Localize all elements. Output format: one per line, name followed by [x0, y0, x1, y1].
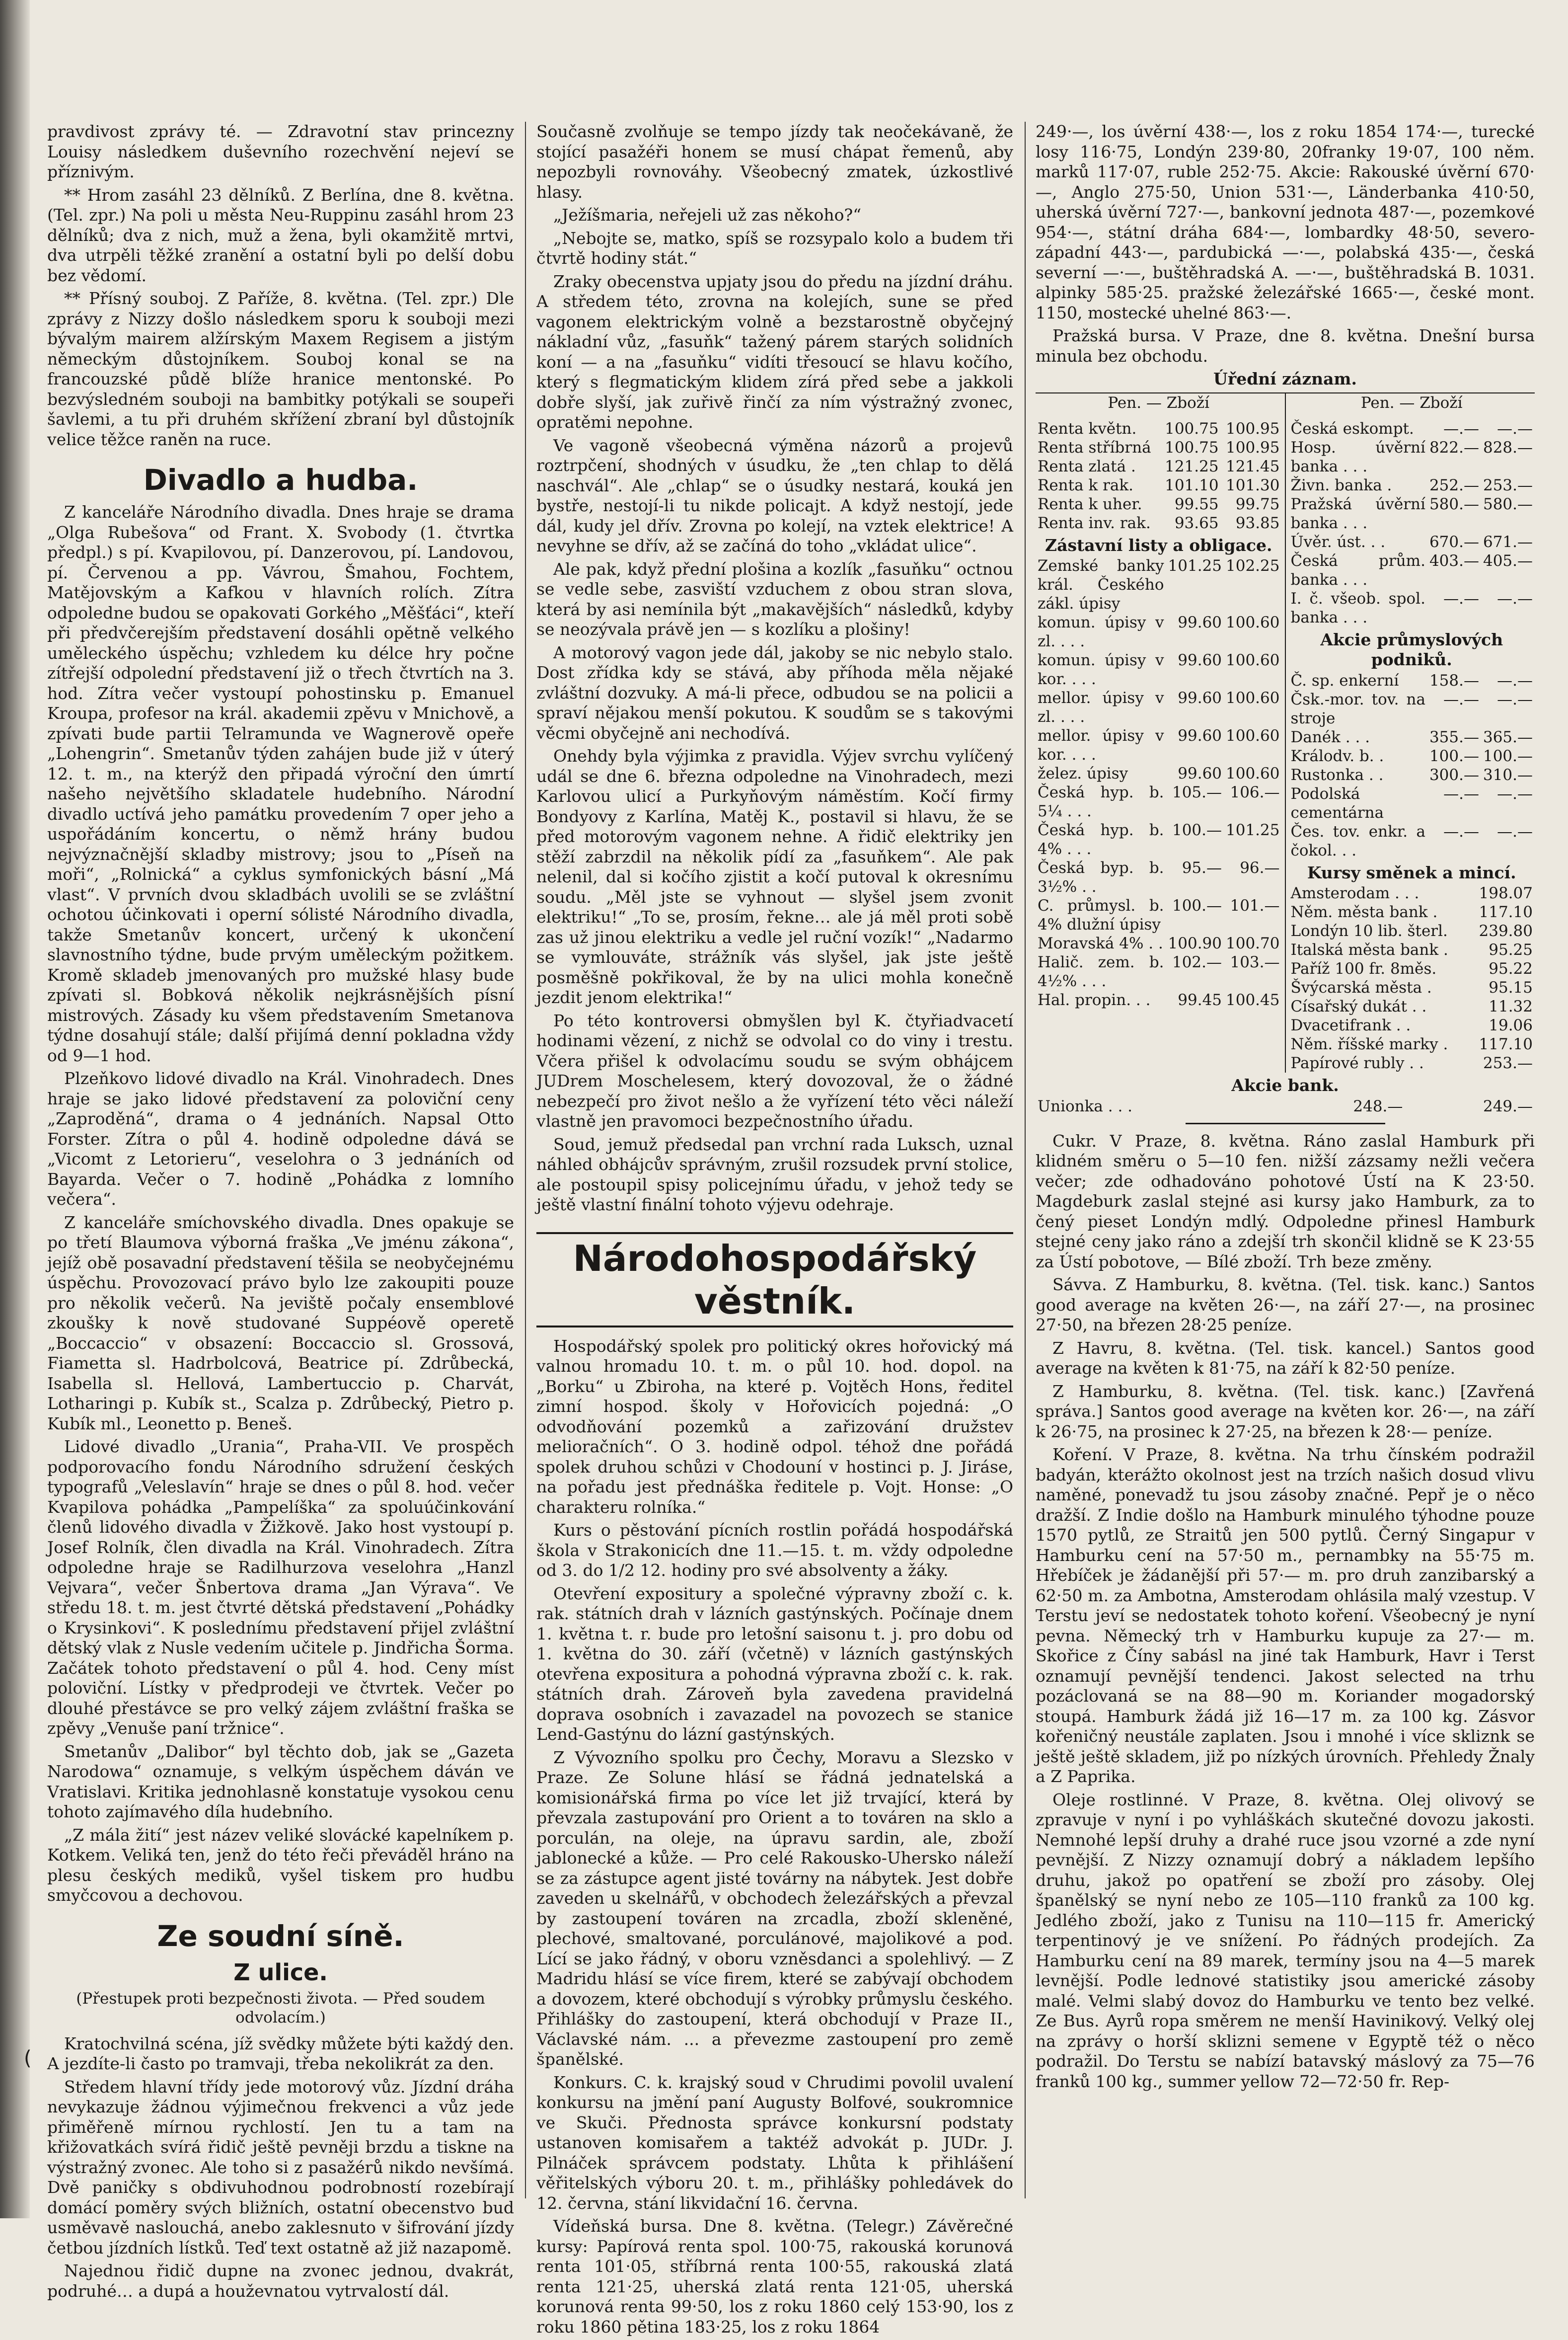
- rate-value: 99.60: [1178, 727, 1222, 745]
- rate-value: 158.—: [1429, 671, 1479, 690]
- rate-label: Králodv. b. .: [1290, 747, 1384, 765]
- rate-value: 198.07: [1479, 884, 1533, 902]
- rate-row: [1289, 551, 1535, 589]
- rate-value: 239.80: [1479, 922, 1533, 940]
- court-paragraph: Kratochvilná scéna, jíž svědky můžete býti každý den. A jezdíte-li často po tramvaji, třeba nekolikrát za den.: [47, 2033, 514, 2073]
- rate-row: [1289, 1035, 1535, 1054]
- news-item: ** Přísný souboj. Z Paříže, 8. května. (Tel. zpr.) Dle zprávy z Nizzy došlo následkem sporu k souboji mezi bývalým mairem alžírským Maxem Regisem a jistým německým důstojníkem. Souboj konal se na francouzské půdě blíže hranice mentonské. Po bezvýsledném souboji na bambitky potýkali se soupeři šavlemi, a tu při druhém skřížení zbraní byl důstojník velice těžce raněn na ruce.: [47, 289, 514, 449]
- rate-label: Č. sp. enkerní: [1290, 671, 1399, 690]
- rates-heading: Úřední záznam.: [1213, 369, 1357, 389]
- rate-label: Amsterodam . . .: [1290, 884, 1419, 902]
- rate-value: 93.85: [1235, 514, 1280, 532]
- rate-label: Císařský dukát . .: [1290, 998, 1427, 1015]
- market-report: Cukr. V Praze, 8. května. Ráno zaslal Hamburk při klidném směru o 5—10 fen. nižší zázsamy nežli večera večer; zde odhadováno pohotové Ústí na K 23·50. Magdeburk zaslal stejné asi kursy jako Hamburk, za to čený pieset Londýn mdlý. Odpoledne přinesl Hamburk stejné ceny jako ráno a zdejší trh skončil klidně se K 23·55 za Ústí pobotove, — Bílé zboží. Trh beze změny.: [1036, 1131, 1535, 1271]
- rate-value: 100.—: [1483, 747, 1533, 765]
- rate-value: 102.25: [1226, 557, 1280, 575]
- industry-table: [1289, 671, 1535, 860]
- rate-value: 99.55: [1174, 495, 1219, 513]
- rate-value: —.—: [1497, 690, 1533, 708]
- rate-row: [1289, 728, 1535, 747]
- rate-value: 100.70: [1226, 935, 1280, 952]
- rate-row: [1036, 896, 1282, 934]
- court-paragraph: Onehdy byla výjimka z pravidla. Výjev svrchu vylíčený udál se dne 6. března odpoledne na Vinohradech, mezi Karlovou ulicí a Purkyňovým náměstím. Kočí firmy Bondyovy z Karlína, Matěj K., postavil si hlavu, že se před motorovým vagonem nehne. A řidič elektriky jen stěží zabrzdil na několik pídí za „fasuňkem“. Ale pak nelenil, dal si kočího zjistit a kočí putoval k okresnímu soudu. „Měl jste se vyhnout — slyšel jsem zvonit elektriku!“ „To se, prosím, řekne… ale já měl proti sobě zas už jinou elektriku a vedle jel ruční vozík!“ „Nadarmo se vymlouváte, strážník vás slyšel, jak jste ještě posměšně pokřikoval, že by na ulici mohla konečně jezdit jenom elektrika!“: [536, 746, 1013, 1007]
- rate-label: Něm. města bank .: [1290, 903, 1438, 921]
- economy-item: Vídeňská bursa. Dne 8. května. (Telegr.) Závěrečné kursy: Papírová renta spol. 100·75, rakouská korunová renta 101·05, stříbrná renta 100·55, rakouská zlatá renta 121·25, uherská zlatá renta 121·05, uherská korunová renta 99·50, los z roku 1860 celý 153·90, los z roku 1860 pětina 183·25, los z roku 1864: [536, 2216, 1013, 2337]
- rate-value: 100.75: [1165, 438, 1219, 457]
- rate-value: —.—: [1443, 589, 1479, 608]
- rate-value: 95.15: [1489, 979, 1533, 997]
- court-paragraph: Zraky obecenstva upjaty jsou do předu na jízdní dráhu. A středem této, zrovna na kolejích, sune se před vagonem elektrickým volně a bezstarostně obyčejný nákladní vůz, „fasuňk“ tažený párem starých solidních koní — a na „fasuňku“ vidíti třesoucí se hlavu kočího, který s flegmatickým klidem zírá před sebe a jakkoli dobře slyší, jak zuřivě řinčí za ním výstražný zvonec, opratěmi nepohne.: [536, 271, 1013, 432]
- court-paragraph: „Nebojte se, matko, spíš se rozsypalo kolo a budem tři čtvrtě hodiny stát.“: [536, 228, 1013, 268]
- market-report: Oleje rostlinné. V Praze, 8. května. Olej olivový se zpravuje v nyní i po vyhláškách skutečné dovozu jakosti. Nemnohé lepší druhy a drahé ruce jsou vzorné a zde nyní pevnější. Z Nizzy oznamují dobrý a nákladem lepšího druhu, jakož po opatření se zboží pro zásoby. Olej španělský se nyní nebo ze 105—110 franků za 100 kg. Jedlého zboží, jako z Tunisu na 110—115 fr. Americký terpentinový je ve snížení. Po řádných prodejích. Za Hamburku cení na 89 marek, termíny jsou na 4—5 marek levnější. Podle lednové statistiky jsou americké zásoby malé. Velmi slabý dovoz do Hamburku ve tento bez velké. Ze Bus. Ayrů ropa směrem ne menší Havinikový. Velký olej na zprávy o horší sklizni semene v Egyptě též o něco podražil. Do Terstu se nabízí batavský máslový za 75—76 franků 100 kg., summer yellow 72—72·50 fr. Rep-: [1036, 1790, 1535, 2091]
- rate-label: mellor. úpisy v zl. . . .: [1038, 689, 1164, 726]
- rate-row: [1036, 419, 1282, 438]
- rate-value: 403.—: [1429, 551, 1479, 570]
- rate-row: [1289, 438, 1535, 476]
- rate-value: 100.90: [1168, 935, 1222, 952]
- rate-label: Halič. zem. b. 4½% . . .: [1038, 953, 1164, 990]
- rate-value: 99.60: [1178, 765, 1222, 782]
- rate-value: 100.95: [1226, 438, 1280, 457]
- court-paragraph: Soud, jemuž předsedal pan vrchní rada Luksch, uznal náhled obhájcův správným, zrušil rozsudek první stolice, ale postoupil spisy policejnímu úřadu, v jehož tedy se ještě vlastní finální tohoto výjevu odehraje.: [536, 1134, 1013, 1214]
- rate-label: Podolská cementárna: [1290, 784, 1384, 822]
- market-report: Z Havru, 8. května. (Tel. tisk. kancel.) Santos good average na květen k 81·75, na září k 82·50 peníze.: [1036, 1338, 1535, 1378]
- rates-subheading: Pen. — Zboží: [1108, 393, 1210, 412]
- rate-label: Hal. propin. . .: [1038, 991, 1151, 1009]
- rate-value: 405.—: [1483, 551, 1533, 570]
- rate-value: 117.10: [1479, 903, 1533, 921]
- rate-row: [1036, 783, 1282, 821]
- rate-value: —.—: [1497, 671, 1533, 690]
- court-note: (Přestupek proti bezpečnosti života. — Před soudem odvolacím.): [76, 1989, 485, 2027]
- rate-value: 100.60: [1226, 614, 1280, 631]
- rate-row: [1036, 934, 1282, 953]
- rate-value: 103.—: [1230, 953, 1280, 971]
- rate-label: Hosp. úvěrní banka . . .: [1290, 438, 1425, 475]
- prague-bourse-title: Pražská bursa. V Praze, dne 8. května. Dnešní bursa minula bez obchodu.: [1036, 326, 1535, 366]
- rate-row: [1289, 922, 1535, 940]
- court-paragraph: Středem hlavní třídy jede motorový vůz. Jízdní dráha nevykazuje žádnou výjimečnou frekvenci a vůz jede přiměřeně mírnou rychlostí. Jen tu a tam na křižovatkách svírá řidič ještě pevněji brzdu a tiskne na výstražný zvonec. Ale toho si z pasažérů nikdo nevšímá. Dvě paničky s obdivuhodnou podrobností rozebírají domácí poměry svých bližních, ostatní obecenstvo bud usměvavě naslouchá, anebo zaklesnuto v šifrování jízdy četbou jízdních lístků. Teď text ostatně až již nazapomě.: [47, 2077, 514, 2258]
- rate-label: Česká hyp. b. 4% . . .: [1038, 821, 1164, 858]
- rate-value: 100.75: [1165, 419, 1219, 438]
- rate-value: 100.60: [1226, 727, 1280, 745]
- rate-value: 253.—: [1483, 1054, 1533, 1072]
- industry-heading: Akcie průmyslových podniků.: [1320, 629, 1503, 669]
- rate-value: 253.—: [1483, 476, 1533, 494]
- rate-row: [1289, 940, 1535, 959]
- rate-label: Dvacetifrank . .: [1290, 1016, 1411, 1034]
- rate-label: Papírové rubly . .: [1290, 1054, 1424, 1072]
- rate-row: [1036, 821, 1282, 858]
- rate-value: —.—: [1497, 419, 1533, 438]
- rate-value: —.—: [1497, 784, 1533, 803]
- rate-value: 300.—: [1429, 766, 1479, 784]
- rate-value: 310.—: [1483, 766, 1533, 784]
- rate-label: Česká byp. b. 3½% . .: [1038, 859, 1164, 896]
- column-3: [1036, 122, 1535, 2095]
- rate-value: 580.—: [1483, 495, 1533, 513]
- rate-row: [1036, 764, 1282, 783]
- rate-label: Paříž 100 fr. 8měs.: [1290, 960, 1437, 978]
- rate-row: [1289, 589, 1535, 627]
- divider: [1186, 1123, 1385, 1124]
- rate-row: [1036, 991, 1282, 1010]
- rate-row: [1289, 1016, 1535, 1035]
- rate-value: —.—: [1443, 784, 1479, 803]
- rate-row: [1289, 766, 1535, 784]
- rate-value: 99.60: [1178, 651, 1222, 669]
- market-report: Sávva. Z Hamburku, 8. května. (Tel. tisk. kanc.) Santos good average na květen 26·—, na září 27·—, na prosinec 27·50, na březen 28·25 peníze.: [1036, 1275, 1535, 1334]
- rate-label: Čes. tov. enkr. a čokol. . .: [1290, 822, 1425, 859]
- rate-value: 117.10: [1479, 1035, 1533, 1053]
- rate-value: 101.—: [1230, 897, 1280, 915]
- exchange-heading: Kursy směnek a mincí.: [1307, 862, 1516, 882]
- rate-row: [1289, 784, 1535, 822]
- rate-label: Moravská 4% . .: [1038, 935, 1163, 952]
- rate-value: 100.60: [1226, 689, 1280, 707]
- rate-value: 100.60: [1226, 765, 1280, 782]
- vienna-bourse-continued: 249·—, los úvěrní 438·—, los z roku 1854 174·—, turecké losy 116·75, Londýn 239·80, 20franky 19·07, 100 něm. marků 117·07, ruble 252·75. Akcie: Rakouské úvěrní 670·—, Anglo 275·50, Union 531·—, Länderbanka 410·50, uherská úvěrní 727·—, bankovní jednota 487·—, pozemkové 954·—, státní dráha 684·—, lombardky 48·50, severo-západní 443·—, pardubická —·—, polabská 435·—, česká severní —·—, buštěhradská A. —·—, buštěhradská B. 1031. alpinky 585·25. pražské železářské 1665·—, české mont. 1150, mostecké uhelné 863·—.: [1036, 122, 1535, 322]
- rate-value: 19.06: [1489, 1016, 1533, 1034]
- news-intro: pravdivost zprávy té. — Zdravotní stav princezny Louisy následkem duševního rozechvění nejeví se příznivým.: [47, 122, 514, 181]
- rate-row: [1289, 903, 1535, 922]
- theatre-item: Lidové divadlo „Urania“, Praha-VII. Ve prospěch podporovacího fondu Národního sdružení českých typografů „Veleslavín“ hraje se dnes o půl 8. hod. večer Kvapilova pohádka „Pampelíška“ za spoluúčinkování členů lidového divadla v Žižkově. Jako host vystoupí p. Josef Rolník, člen divadla na Král. Vinohradech. Zítra odpoledne hraje se Radilhurzova veselohra „Hanzl Vejvara“, večer Šnbertova drama „Jan Výrava“. Ve středu 18. t. m. jest čtvrté dětská představení „Pohádky o Krysinkovi“. K poslednímu představení přijel zvláštní dětský vlak z Nusle vedením učitele p. Jindřicha Šorma. Začátek tohoto představení o půl 4. hod. Ceny míst poloviční. Lístky v předprodeji ve čtvrtek. Večer po dlouhé přestávce se pro velký zájem zvláštní fraška se zpěvy „Venuše paní tržnice“.: [47, 1437, 514, 1738]
- rate-value: 101.10: [1165, 476, 1219, 494]
- rate-value: 99.45: [1178, 991, 1222, 1009]
- rate-value: 121.45: [1226, 457, 1280, 475]
- rate-value: 101.25: [1226, 821, 1280, 839]
- pledge-table: [1036, 556, 1282, 1010]
- banks-table: [1036, 1097, 1535, 1116]
- rate-value: 355.—: [1429, 728, 1479, 746]
- rate-value: 95.—: [1182, 859, 1222, 877]
- rate-value: 101.30: [1226, 476, 1280, 494]
- scan-edge-shadow: [0, 0, 30, 2218]
- economy-item: Hospodářský spolek pro politický okres hořovický má valnou hromadu 10. t. m. o půl 10. hod. dopol. na „Borku“ u Zbiroha, na které p. Vojtěch Hons, ředitel zimní hospod. školy v Hořovicích pojedná: „O odvodňování pozemků a zařizování družstev melioračních“. O 3. hodině odpol. téhož dne pořádá spolek druhou schůzi v Chodouní v hostinci p. J. Jiráse, na pořadu jest přednáška ředitele p. Vojt. Honse: „O charakteru rolníka.“: [536, 1336, 1013, 1517]
- rate-row: [1036, 514, 1282, 533]
- rate-label: Něm. říšské marky .: [1290, 1035, 1448, 1053]
- theatre-item: Smetanův „Dalibor“ byl těchto dob, jak se „Gazeta Narodowa“ oznamuje, s velkým úspěchem dáván ve Vratislavi. Kritika jednohlasně konstatuje vysokou cenu tohoto zajímavého díla hudebního.: [47, 1741, 514, 1821]
- rate-value: 101.25: [1168, 557, 1222, 575]
- rate-value: 95.25: [1489, 941, 1533, 959]
- economy-item: Kurs o pěstování pícních rostlin pořádá hospodářská škola v Strakonicích dne 11.—15. t. m. vždy odpoledne od 3. do 1/2 12. hodiny pro své absolventy a žáky.: [536, 1520, 1013, 1580]
- theatre-item: Z kanceláře smíchovského divadla. Dnes opakuje se po třetí Blaumova výborná fraška „Ve jménu zákona“, jejíž obě posavadní představení těšila se neobyčejnému úspěchu. Provozovací právo bylo lze zakoupiti pouze pro několik večerů. Na jeviště počaly ensemblové zkoušky k nově studované Suppéově operetě „Boccaccio“ v obsazení: Boccaccio sl. Grossová, Fiametta sl. Hadrbolcová, Beatrice pí. Zdrůbecká, Isabella sl. Hellová, Lambertuccio p. Charvát, Lotharingi p. Kubík st., Scalza p. Zdrůbecký, Pietro p. Kubík ml., Leonetto p. Beneš.: [47, 1212, 514, 1433]
- rate-row: [1036, 556, 1282, 613]
- rate-label: Živn. banka .: [1290, 476, 1392, 494]
- rate-row: [1036, 1097, 1535, 1116]
- market-report: Koření. V Praze, 8. května. Na trhu čínském podražil badyán, kterážto okolnost jest na trzích našich dosud vlivu naměné, ponevadž tu jsou zásoby značné. Pepř je o něco dražší. Z Indie došlo na Hamburk minulého týhodne pouze 1570 pytlů, ze Straitů jen 500 pytlů. Černý Singapur v Hamburku cení na 57·50 m., pernambky na 55·75 m. Hřebíček je žádanější při 57·— m. pro druh zanzibarský a 62·50 m. za Ambotna, Amsterodam ohlásila malý vzestup. V Terstu jeví se nedostatek tohoto koření. Všeobecný je nyní pevna. Německý trh v Hamburku kupuje za 27·— m. Skořice z Číny sabásl na jiné tak Hamburk, Havr i Terst oznamují pevnější tendenci. Jakost selected na trhu pozáclovaná se na 88—90 m. Koriander mogadorský stoupá. Hamburk žádá již 16—17 m. za 100 kg. Zásvor kořeničný neustále zaplaten. Jsou i mnohé i více skliznk se ještě ještě skladem, již po nízkých úrovních. Přehledy Žnaly a Z Paprika.: [1036, 1445, 1535, 1786]
- economy-item: Z Vývozního spolku pro Čechy, Moravu a Slezsko v Praze. Ze Solune hlásí se řádná jednatelská a komisionářská firma po více let již trvající, která by převzala zastupování pro Orient a to továren na sklo a porculán, na oleje, na úpravu sardin, ale, zboží jablonecké a kůže. — Pro celé Rakousko-Uhersko náleží se za zástupce agent jisté továrny na nábytek. Jest dobře zaveden u skelnářů, v obchodech železářských a převzal by zastoupení továren na zrcadla, zboží skleněné, plechové, smaltované, porculánové, majolikové a pod. Lící se jako řádný, v oboru vzněsdanci a spolehlivý. — Z Madridu hlásí se více firem, které se zabývají obchodem a dovozem, které obchodují s výrobky průmyslu českého. Přihlášky do zastoupení, která obchodují v Praze II., Václavské nám. ... a převezme zastoupení pro země španělské.: [536, 1747, 1013, 2069]
- newspaper-page: [47, 122, 1540, 2337]
- rate-value: —.—: [1443, 822, 1479, 841]
- rate-value: 11.32: [1489, 998, 1533, 1015]
- rate-row: [1289, 959, 1535, 978]
- rate-value: 100.60: [1226, 651, 1280, 669]
- rates-right: [1285, 393, 1535, 1073]
- rate-label: I. č. všeob. spol. banka . . .: [1290, 589, 1425, 626]
- rate-label: Renta k uher.: [1038, 495, 1142, 513]
- rate-value: 100.—: [1172, 821, 1222, 839]
- rates-table-left: [1036, 419, 1282, 533]
- margin-mark: (: [24, 2047, 32, 2070]
- economy-item: Konkurs. C. k. krajský soud v Chrudimi povolil uvalení konkursu na jmění paní Augusty Bolfové, soukromnice ve Skuči. Přednosta správce konkursní podstaty ustanoven komisařem a taktéž advokát p. JUDr. J. Pilnáček správcem podstaty. Lhůta k přihlášení věřitelských výboru 20. t. m., přihlášky pohledávek do 12. června, stání likvidační 16. června.: [536, 2072, 1013, 2213]
- court-subtitle: Z ulice.: [233, 1958, 328, 1986]
- court-paragraph: Najednou řidič dupne na zvonec jednou, dvakrát, podruhé… a dupá a houževnatou vytrvalostí dál.: [47, 2261, 514, 2301]
- rate-label: Renta zlatá .: [1038, 457, 1136, 475]
- rate-value: 100.95: [1226, 419, 1280, 438]
- rate-label: Rustonka . .: [1290, 766, 1384, 784]
- pledge-heading: Zástavní listy a obligace.: [1045, 535, 1272, 555]
- rate-value: 580.—: [1429, 495, 1479, 513]
- rate-label: Česká hyp. b. 5¼ . . .: [1038, 783, 1164, 820]
- rate-row: [1289, 1054, 1535, 1073]
- rate-value: 93.65: [1174, 514, 1219, 532]
- rates-left: [1036, 393, 1282, 1073]
- rate-row: [1036, 651, 1282, 689]
- rate-row: [1036, 438, 1282, 457]
- rate-label: komun. úpisy v kor. . . .: [1038, 651, 1164, 688]
- rate-value: 365.—: [1483, 728, 1533, 746]
- rate-value: 670.—: [1429, 533, 1479, 551]
- rate-label: Pražská úvěrní banka . . .: [1290, 495, 1425, 532]
- rate-row: [1036, 858, 1282, 896]
- rate-row: [1289, 747, 1535, 766]
- rate-value: —.—: [1443, 690, 1479, 708]
- rate-label: Danék . . .: [1290, 728, 1370, 746]
- rate-row: [1289, 495, 1535, 533]
- rate-row: [1036, 953, 1282, 991]
- news-item: ** Hrom zasáhl 23 dělníků. Z Berlína, dne 8. května. (Tel. zpr.) Na poli u města Neu-Ruppinu zasáhl hrom 23 dělníků; dva z nich, muž a žena, byli okamžitě mrtvi, dva utrpěli těžké zranění a ostatní byli po delší dobu bez vědomí.: [47, 185, 514, 285]
- rate-row: [1289, 476, 1535, 495]
- rates-table-right: [1289, 419, 1535, 627]
- rate-label: Unionka . . .: [1038, 1097, 1133, 1115]
- rate-value: —.—: [1497, 822, 1533, 841]
- rate-label: Renta květn.: [1038, 419, 1137, 438]
- rate-value: 248.—: [1353, 1097, 1403, 1115]
- rates-subheading: Pen. — Zboží: [1360, 393, 1463, 412]
- banks-heading: Akcie bank.: [1231, 1076, 1339, 1095]
- rate-row: [1289, 419, 1535, 438]
- rate-label: Čsk.-mor. tov. na stroje: [1290, 690, 1425, 727]
- rate-row: [1289, 822, 1535, 860]
- column-rule: [525, 122, 526, 2198]
- rate-row: [1289, 533, 1535, 551]
- rate-label: Česká prům. banka . . .: [1290, 551, 1425, 589]
- rate-label: Londýn 10 lib. šterl.: [1290, 922, 1448, 940]
- court-paragraph: Ve vagoně všeobecná výměna názorů a projevů roztrpčení, shodných v úsudku, že „ten chlap to dělá naschvál“. Ale „chlap“ se o úsudky nestará, kouká jen bystře, nestojí-li tu nikde policajt. A když nestojí, jede dál, kudy jel dřív. Zrovna po kolejí, na vztek elektrice! A nevyhne se dřív, až se začíná do toho „vkládat ulice“.: [536, 435, 1013, 555]
- theatre-item: „Z mála žití“ jest název veliké slovácké kapelníkem p. Kotkem. Veliká ten, jenž do této řeči převáděl hráno na plesu českých mediků, vyšel tiskem pro hudbu smyčcovou a dechovou.: [47, 1825, 514, 1905]
- column-2: [536, 122, 1013, 2340]
- rate-value: 96.—: [1240, 859, 1280, 877]
- rate-row: [1036, 476, 1282, 495]
- court-section-title: Ze soudní síně.: [157, 1919, 404, 1953]
- rate-row: [1036, 726, 1282, 764]
- rate-row: [1036, 689, 1282, 726]
- rate-value: 822.—: [1429, 438, 1479, 457]
- rate-row: [1289, 997, 1535, 1016]
- rate-label: Italská města bank .: [1290, 941, 1448, 959]
- rate-label: Česká eskompt.: [1290, 419, 1414, 438]
- rate-label: Zemské banky král. Českého zákl. úpisy: [1038, 557, 1164, 613]
- court-paragraph: Po této kontroversi obmyšlen byl K. čtyřiadvacetí hodinami vězení, z nichž se odvolal co do viny i trestu. Včera přišel k odvolacímu soudu se svým obhájcem JUDrem Moschelesem, který dovozoval, že o žádné nebezpečí pro život nešlo a že vyřízení této věci náleží vlastně jen pravomoci bezpečnostního úřadu.: [536, 1011, 1013, 1131]
- rates-block: [1036, 392, 1535, 1073]
- rate-label: Renta stříbrná: [1038, 438, 1151, 457]
- rate-value: 121.25: [1165, 457, 1219, 475]
- rate-value: 100.—: [1429, 747, 1479, 765]
- rate-value: 102.—: [1172, 953, 1222, 971]
- rate-value: 99.60: [1178, 689, 1222, 707]
- rate-value: —.—: [1497, 589, 1533, 608]
- rate-label: Renta k rak.: [1038, 476, 1134, 494]
- market-report: Z Hamburku, 8. května. (Tel. tisk. kanc.) [Zavřená správa.] Santos good average na květen kor. 26·—, na září k 26·75, na prosinec k 27·25, na březen k 28·— peníze.: [1036, 1381, 1535, 1441]
- rate-value: 252.—: [1429, 476, 1479, 494]
- court-paragraph: A motorový vagon jede dál, jakoby se nic nebylo stalo. Dost zřídka kdy se stává, aby příhoda měla nějaké zvláštní dozvuky. A má-li přece, odbudou se na policii a spraví nějakou menší pokutou. K soudům se s takovými věcmi obyčejně ani nechodívá.: [536, 642, 1013, 743]
- rate-row: [1036, 495, 1282, 514]
- rate-value: 99.60: [1178, 614, 1222, 631]
- rate-label: mellor. úpisy v kor. . . .: [1038, 727, 1164, 764]
- court-paragraph: Ale pak, když přední plošina a kozlík „fasuňku“ octnou se vedle sebe, zasviští vzduchem z obou stran slova, která by asi nemínila být „makavějších“ následků, kdyby se neozývala právě jen — s kozlíku a plošiny!: [536, 559, 1013, 639]
- rate-value: 105.—: [1172, 783, 1222, 801]
- rate-row: [1036, 613, 1282, 651]
- rate-row: [1289, 671, 1535, 690]
- economy-item: Otevření expositury a společné výpravny zboží c. k. rak. státních drah v lázních gastýnských. Počínaje dnem 1. května t. r. bude pro letošní saisonu t. j. pro dobu od 1. května do 30. září (včetně) v lázních gastýnských otevřena expositura a pohodná výpravna zboží c. k. rak. státních drah. Zároveň byla zavedena pravidelná dopravа osobních i zavazadel na povozech se stanice Lend-Gastýnu do lázní gastýnských.: [536, 1583, 1013, 1744]
- rate-value: 100.45: [1226, 991, 1280, 1009]
- exchange-table: [1289, 884, 1535, 1073]
- rate-value: 99.75: [1235, 495, 1280, 513]
- rate-label: C. průmysl. b. 4% dlužní úpisy: [1038, 897, 1164, 934]
- rate-value: 671.—: [1483, 533, 1533, 551]
- rate-row: [1289, 884, 1535, 903]
- rate-value: 249.—: [1483, 1097, 1533, 1115]
- rate-label: Úvěr. úst. . .: [1290, 533, 1386, 551]
- rate-row: [1289, 690, 1535, 728]
- column-rule: [1025, 122, 1026, 2198]
- rate-label: komun. úpisy v zl. . . .: [1038, 614, 1164, 650]
- rate-value: —.—: [1443, 419, 1479, 438]
- column-1: [47, 122, 514, 2304]
- rate-row: [1289, 978, 1535, 997]
- theatre-section-title: Divadlo a hudba.: [143, 463, 418, 497]
- economy-section-title: Národohospodářský věstník.: [536, 1232, 1013, 1327]
- theatre-item: Plzeňkovo lidové divadlo na Král. Vinohradech. Dnes hraje se jako lidové představení za poloviční ceny „Zaproděná“, drama o 4 jednáních. Napsal Otto Forster. Zítra o půl 4. hodině odpoledne dává se „Vicomt z Letorieru“, veselohra o 3 jednáních od Bayarda. Večer o 7. hodině „Pohádka z lomního večera“.: [47, 1069, 514, 1209]
- rate-value: 828.—: [1483, 438, 1533, 457]
- rate-value: 100.—: [1172, 897, 1222, 915]
- rate-label: Švýcarská města .: [1290, 979, 1432, 997]
- rate-value: 95.22: [1489, 960, 1533, 978]
- rate-label: Renta inv. rak.: [1038, 514, 1151, 532]
- court-paragraph: „Ježíšmaria, neřejeli už zas někoho?“: [553, 205, 862, 225]
- court-paragraph: Současně zvolňuje se tempo jízdy tak neočekávaně, že stojící pasažéři honem se musí chápat řemenů, aby nepozbyli rovnováhy. Všeobecný zmatek, úzkostlivé hlasy.: [536, 122, 1013, 202]
- theatre-item: Z kanceláře Národního divadla. Dnes hraje se drama „Olga Rubešova“ od Frant. X. Svobody (1. čtvrtka předpl.) s pí. Kvapilovou, pí. Danzerovou, pí. Landovou, pí. Červenou a pp. Vávrou, Šmahou, Fochtem, Matějovským a Kafkou v hlavních rolích. Zítra odpoledne budou se opakovati Gorkého „Měšťáci“, kteří při předvčerejším představení dosáhli opětně velkého uměleckého úspěchu; vzhledem ku délce hry počne zítřejší odpolední představení již o třech čtvrtích na 3. hod. Zítra večer vystoupí pohostinsku p. Emanuel Kroupa, profesor na král. akademii zpěvu v Mnichově, a zpívati bude partii Telramunda ve Wagnerově opeře „Lohengrin“. Smetanův týden zahájen bude již v úterý 12. t. m., na kterýž den připadá výroční den úmrtí našeho největšího skladatele hudebního. Národní divadlo uctívá jeho památku provedením 7 oper jeho a uspořádáním koncertu, o němž hrány budou nejvýznačnější skladby mistrovy; jsou to „Píseň na moři“, „Rolnická“ a cyklus symfonických básní „Má vlast“. V prvních dvou skladbách uvolili se se zvláštní ochotou účinkovati i operní sólisté Národního divadla, takže Smetanův koncert, určený k ukončení slavnostního týdne, bude prvým uměleckým požitkem. Kromě skladeb jmenovaných pro mužské hlasy bude zpívati sl. Bobková několik nejkrásnějších písní mistrových. Zásady ku všem představením Smetanova týdne dosahují stále; další přijímá denní pokladna vždy od 9—1 hod.: [47, 502, 514, 1065]
- rate-label: želez. úpisy: [1038, 765, 1128, 782]
- rate-row: [1036, 457, 1282, 476]
- rate-value: 106.—: [1230, 783, 1280, 801]
